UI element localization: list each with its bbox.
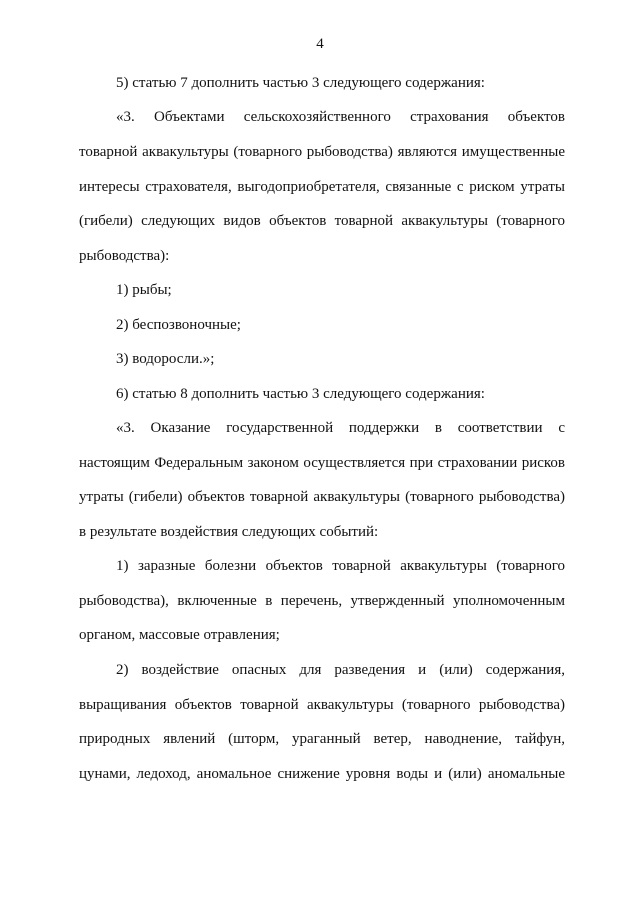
paragraph-line: 1) заразные болезни объектов товарной аквакультуры (товарного bbox=[116, 558, 565, 574]
paragraph-line: органом, массовые отравления; bbox=[79, 627, 280, 643]
paragraph-line: природных явлений (шторм, ураганный ветер, наводнение, тайфун, bbox=[79, 731, 565, 747]
paragraph-line: (гибели) следующих видов объектов товарной аквакультуры (товарного bbox=[79, 213, 565, 229]
paragraph-line: «3. Объектами сельскохозяйственного страхования объектов bbox=[116, 109, 565, 125]
paragraph-line: выращивания объектов товарной аквакультуры (товарного рыбоводства) bbox=[79, 697, 565, 713]
paragraph-line: настоящим Федеральным законом осуществляется при страховании рисков bbox=[79, 455, 565, 471]
paragraph-line: 5) статью 7 дополнить частью 3 следующего содержания: bbox=[116, 75, 485, 91]
paragraph-line: утраты (гибели) объектов товарной аквакультуры (товарного рыбоводства) bbox=[79, 489, 565, 505]
paragraph-line: рыбоводства): bbox=[79, 248, 170, 264]
paragraph-line: рыбоводства), включенные в перечень, утвержденный уполномоченным bbox=[79, 593, 565, 609]
paragraph-line: в результате воздействия следующих событий: bbox=[79, 524, 379, 540]
list-item: 2) беспозвоночные; bbox=[116, 317, 241, 333]
paragraph-line: «3. Оказание государственной поддержки в соответствии с bbox=[116, 420, 565, 436]
list-item: 3) водоросли.»; bbox=[116, 351, 215, 367]
paragraph-line: товарной аквакультуры (товарного рыбоводства) являются имущественные bbox=[79, 144, 565, 160]
list-item: 1) рыбы; bbox=[116, 282, 172, 298]
page-number: 4 bbox=[316, 36, 324, 52]
paragraph-line: 2) воздействие опасных для разведения и (или) содержания, bbox=[116, 662, 565, 678]
paragraph-line: цунами, ледоход, аномальное снижение уровня воды и (или) аномальные bbox=[79, 766, 565, 782]
paragraph-line: интересы страхователя, выгодоприобретателя, связанные с риском утраты bbox=[79, 179, 565, 195]
paragraph-line: 6) статью 8 дополнить частью 3 следующего содержания: bbox=[116, 386, 485, 402]
